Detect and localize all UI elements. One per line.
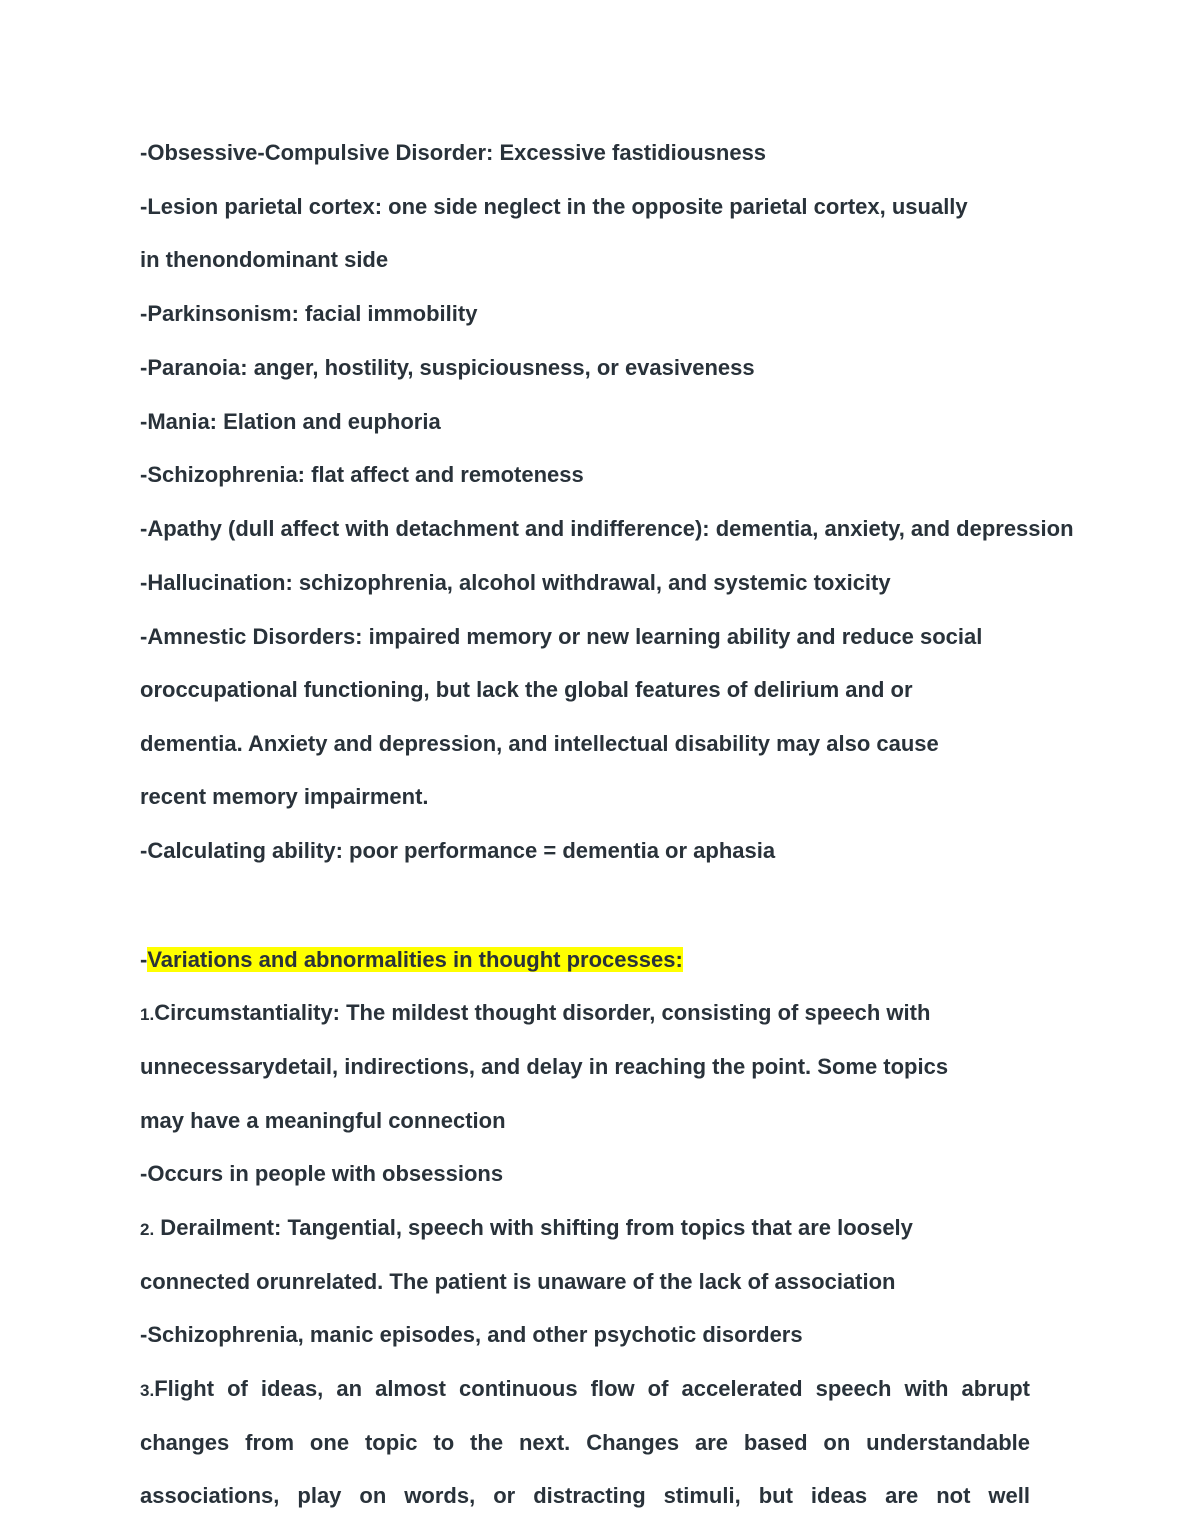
list-item-1 xyxy=(140,999,930,1029)
list-item-2-note: -Schizophrenia, manic episodes, and other psychotic disorders xyxy=(140,1322,803,1347)
heading-highlighted-text: Variations and abnormalities in thought processes: xyxy=(147,947,683,972)
list-item-1-cont-2: may have a meaningful connection xyxy=(140,1108,506,1133)
text-line-calculating: -Calculating ability: poor performance = dementia or aphasia xyxy=(140,838,776,863)
text-line-amnestic-cont-3: recent memory impairment. xyxy=(140,784,429,809)
text-line-parkinsonism: -Parkinsonism: facial immobility xyxy=(140,301,478,326)
list-item-2 xyxy=(140,1214,913,1244)
section-heading xyxy=(140,946,683,974)
text-line-apathy: -Apathy (dull affect with detachment and indifference): dementia, anxiety, and depression xyxy=(140,516,1074,541)
list-item-2-cont-1: connected orunrelated. The patient is unaware of the lack of association xyxy=(140,1269,896,1294)
text-line-schizophrenia: -Schizophrenia: flat affect and remoteness xyxy=(140,462,584,487)
list-item-text: Circumstantiality: The mildest thought disorder, consisting of speech with xyxy=(154,1000,931,1025)
text-line-parietal-lesion: -Lesion parietal cortex: one side neglect in the opposite parietal cortex, usually xyxy=(140,194,968,219)
list-number: 3. xyxy=(140,1381,155,1400)
list-item-3-cont-2: associations, play on words, or distracting stimuli, but ideas are not well xyxy=(140,1483,1030,1508)
text-line-paranoia: -Paranoia: anger, hostility, suspiciousness, or evasiveness xyxy=(140,355,755,380)
list-item-1-cont-1: unnecessarydetail, indirections, and delay in reaching the point. Some topics xyxy=(140,1054,949,1079)
text-line-hallucination: -Hallucination: schizophrenia, alcohol withdrawal, and systemic toxicity xyxy=(140,570,891,595)
list-item-text: Derailment: Tangential, speech with shifting from topics that are loosely xyxy=(154,1215,913,1240)
text-line-parietal-lesion-cont: in thenondominant side xyxy=(140,247,389,272)
text-line-amnestic-cont-1: oroccupational functioning, but lack the global features of delirium and or xyxy=(140,677,913,702)
list-item-1-note: -Occurs in people with obsessions xyxy=(140,1161,504,1186)
list-item-text: Flight of ideas, an almost continuous flow of accelerated speech with abrupt xyxy=(154,1376,1030,1401)
heading-dash: - xyxy=(140,947,148,972)
list-number: 2. xyxy=(140,1220,155,1239)
text-line-amnestic: -Amnestic Disorders: impaired memory or new learning ability and reduce social xyxy=(140,624,983,649)
text-line-mania: -Mania: Elation and euphoria xyxy=(140,409,441,434)
text-line-amnestic-cont-2: dementia. Anxiety and depression, and intellectual disability may also cause xyxy=(140,731,939,756)
list-number: 1. xyxy=(140,1005,155,1024)
list-item-3 xyxy=(140,1375,1030,1405)
list-item-3-cont-1: changes from one topic to the next. Changes are based on understandable xyxy=(140,1430,1030,1455)
text-line-ocd: -Obsessive-Compulsive Disorder: Excessive fastidiousness xyxy=(140,140,767,165)
